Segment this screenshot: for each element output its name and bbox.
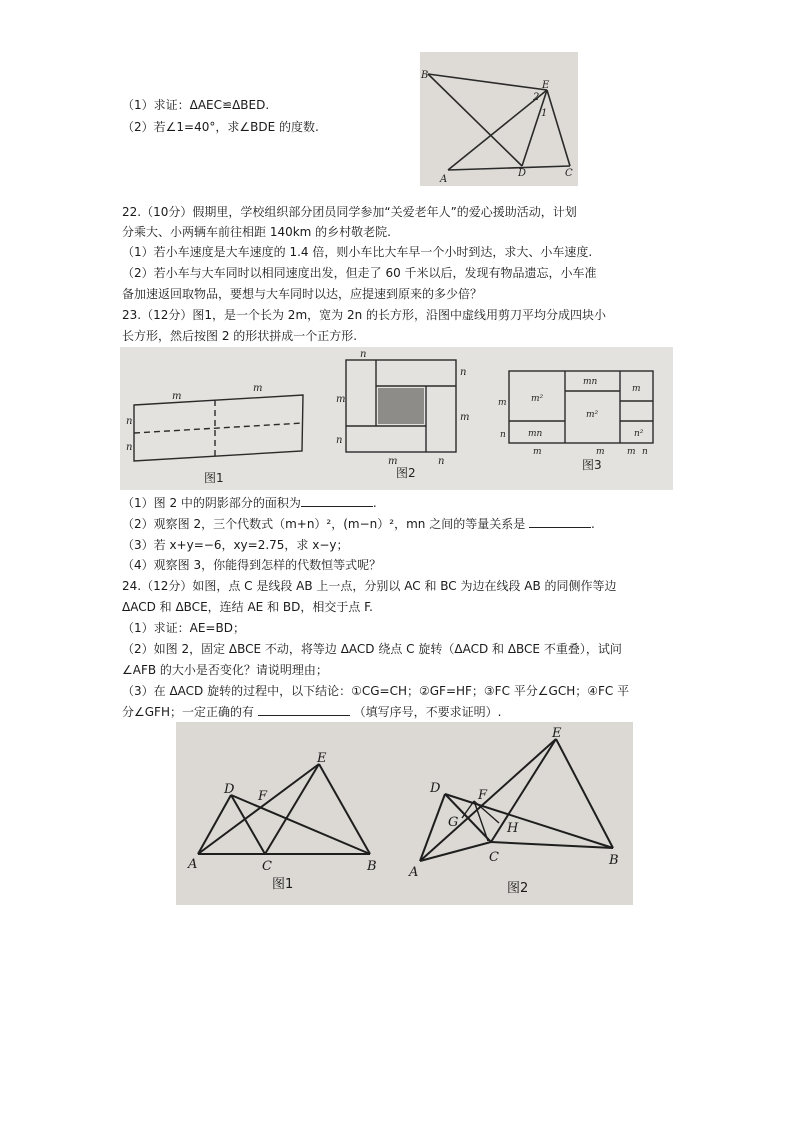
- q23-fig2-n-tl: n: [360, 349, 367, 360]
- q23-fig2-m-left: m: [336, 394, 346, 405]
- q23-fig3-mn-top: mn: [583, 377, 598, 387]
- q24-fig2-label-A: A: [409, 865, 419, 880]
- q21-label-D: D: [518, 168, 527, 179]
- q24-figures: [176, 722, 633, 905]
- q21-label-C: C: [565, 168, 573, 179]
- q23-fig1-caption: 图1: [204, 471, 224, 485]
- q23-part2-end: .: [591, 517, 595, 531]
- q24-part1: （1）求证：AE=BD；: [122, 621, 245, 635]
- q23-fig2-n-right: n: [460, 367, 467, 378]
- q24-fig2-label-F: F: [478, 788, 488, 803]
- q21-label-angle2: 2: [533, 92, 540, 103]
- q22-line1: 22.（10分）假期里，学校组织部分团员同学参加“关爱老年人”的爱心援助活动，计划: [122, 205, 577, 219]
- q23-fig3-n-b: n: [642, 447, 648, 457]
- q22-line3: （1）若小车速度是大车速度的 1.4 倍，则小车比大车早一个小时到达，求大、小车速度.: [122, 245, 593, 259]
- q24-fig1-label-C: C: [262, 859, 272, 874]
- q24-fig1-label-A: A: [188, 857, 198, 872]
- q23-fig2-m-bottom: m: [388, 456, 398, 467]
- q21-label-B: B: [421, 70, 429, 81]
- q24-fig2-label-G: G: [448, 815, 459, 830]
- q24-fig2-label-C: C: [489, 850, 499, 865]
- q24-part3b-text: 分∠GFH；一定正确的有: [122, 705, 254, 719]
- q23-fig3-m2-mid: m²: [586, 410, 599, 420]
- q21-part2: （2）若∠1=40°，求∠BDE 的度数.: [122, 120, 319, 134]
- q23-fig3-caption: 图3: [582, 458, 602, 472]
- q24-fig2-caption: 图2: [507, 881, 529, 896]
- q23-line1: 23.（12分）图1，是一个长为 2m，宽为 2n 的长方形，沿图中虚线用剪刀平均分成四块小: [122, 308, 606, 322]
- q23-fig2-caption: 图2: [396, 466, 416, 480]
- q24-part3b: [122, 703, 501, 721]
- q23-fig3-n-side: n: [500, 430, 506, 440]
- q23-part1-text: （1）图 2 中的阴影部分的面积为: [122, 496, 301, 510]
- q24-fig1-caption: 图1: [272, 877, 294, 892]
- q23-fig3-n2: n²: [634, 429, 644, 439]
- q24-part2b: ∠AFB 的大小是否变化？请说明理由；: [122, 663, 328, 677]
- q23-fig3-m2-right: m: [632, 384, 641, 394]
- q23-fig2-m-right: m: [460, 412, 470, 423]
- q21-label-angle1: 1: [541, 108, 548, 119]
- q21-label-A: A: [440, 174, 448, 185]
- q21-part1: （1）求证：ΔAEC≌ΔBED.: [122, 98, 270, 112]
- q24-fig1: [198, 764, 370, 854]
- q23-part3: （3）若 x+y=−6，xy=2.75，求 x−y；: [122, 538, 349, 552]
- q24-part2a: （2）如图 2，固定 ΔBCE 不动，将等边 ΔACD 绕点 C 旋转（ΔACD 和 ΔBCE 不重叠），试问: [122, 642, 622, 656]
- q23-part1: [122, 494, 377, 512]
- q23-fig1-m-left: m: [172, 391, 182, 402]
- q23-fig2-shaded-square: [378, 388, 424, 424]
- q24-fig2: [420, 739, 613, 861]
- q23-part2: [122, 515, 595, 533]
- q21-label-E: E: [542, 80, 550, 91]
- q24-fig2-label-E: E: [552, 726, 562, 741]
- q23-line2: 长方形，然后按图 2 的形状拼成一个正方形.: [122, 329, 358, 343]
- q23-fig3-m2-left: m²: [531, 394, 544, 404]
- q24-part3c-text: （填写序号，不要求证明）.: [353, 705, 502, 719]
- q24-fig1-label-F: F: [258, 789, 268, 804]
- q23-fig3-m-side: m: [498, 398, 507, 408]
- q22-line4: （2）若小车与大车同时以相同速度出发，但走了 60 千米以后，发现有物品遗忘，小车准: [122, 266, 597, 280]
- q23-part1-end: .: [372, 496, 377, 510]
- q24-fig1-label-E: E: [317, 751, 327, 766]
- q23-fig3-mn-bottom: mn: [528, 429, 543, 439]
- q23-fig3-m-b3: m: [627, 447, 636, 457]
- q23-part4: （4）观察图 3，你能得到怎样的代数恒等式呢？: [122, 558, 382, 572]
- q24-part3a: （3）在 ΔACD 旋转的过程中，以下结论：①CG=CH；②GF=HF；③FC 平分∠GCH；④FC 平: [122, 684, 630, 698]
- q22-line5: 备加速返回取物品，要想与大车同时以达，应提速到原来的多少倍？: [122, 287, 483, 301]
- q23-fig2-n-bottom: n: [438, 456, 445, 467]
- q24-part3-answer-blank[interactable]: [258, 703, 350, 716]
- q23-fig1-n-top: n: [126, 416, 133, 427]
- q23-fig2-n-left: n: [336, 435, 343, 446]
- q24-fig2-label-B: B: [609, 853, 619, 868]
- q23-fig1-n-bottom: n: [126, 442, 133, 453]
- q24-fig1-label-B: B: [367, 859, 377, 874]
- q24-line2: ΔACD 和 ΔBCE，连结 AE 和 BD，相交于点 F.: [122, 600, 373, 614]
- q23-fig1-m-right: m: [253, 383, 263, 394]
- q22-line2: 分乘大、小两辆车前往相距 140km 的乡村敬老院.: [122, 225, 391, 239]
- q24-fig2-label-H: H: [507, 821, 519, 836]
- q21-figure: [420, 52, 578, 186]
- q23-fig3-m-b1: m: [533, 447, 542, 457]
- q24-line1: 24.（12分）如图，点 C 是线段 AB 上一点，分别以 AC 和 BC 为边在线段 AB 的同侧作等边: [122, 579, 617, 593]
- q24-fig1-label-D: D: [224, 782, 235, 797]
- q23-fig3-m-b2: m: [596, 447, 605, 457]
- q23-fig1: [134, 395, 303, 461]
- q24-fig2-label-D: D: [430, 781, 441, 796]
- q23-part2-answer-blank[interactable]: [529, 515, 591, 528]
- q23-figures: [120, 347, 673, 490]
- q23-part1-answer-blank[interactable]: [301, 494, 373, 507]
- q23-part2-text: （2）观察图 2，三个代数式（m+n）²，(m−n）²，mn 之间的等量关系是: [122, 517, 526, 531]
